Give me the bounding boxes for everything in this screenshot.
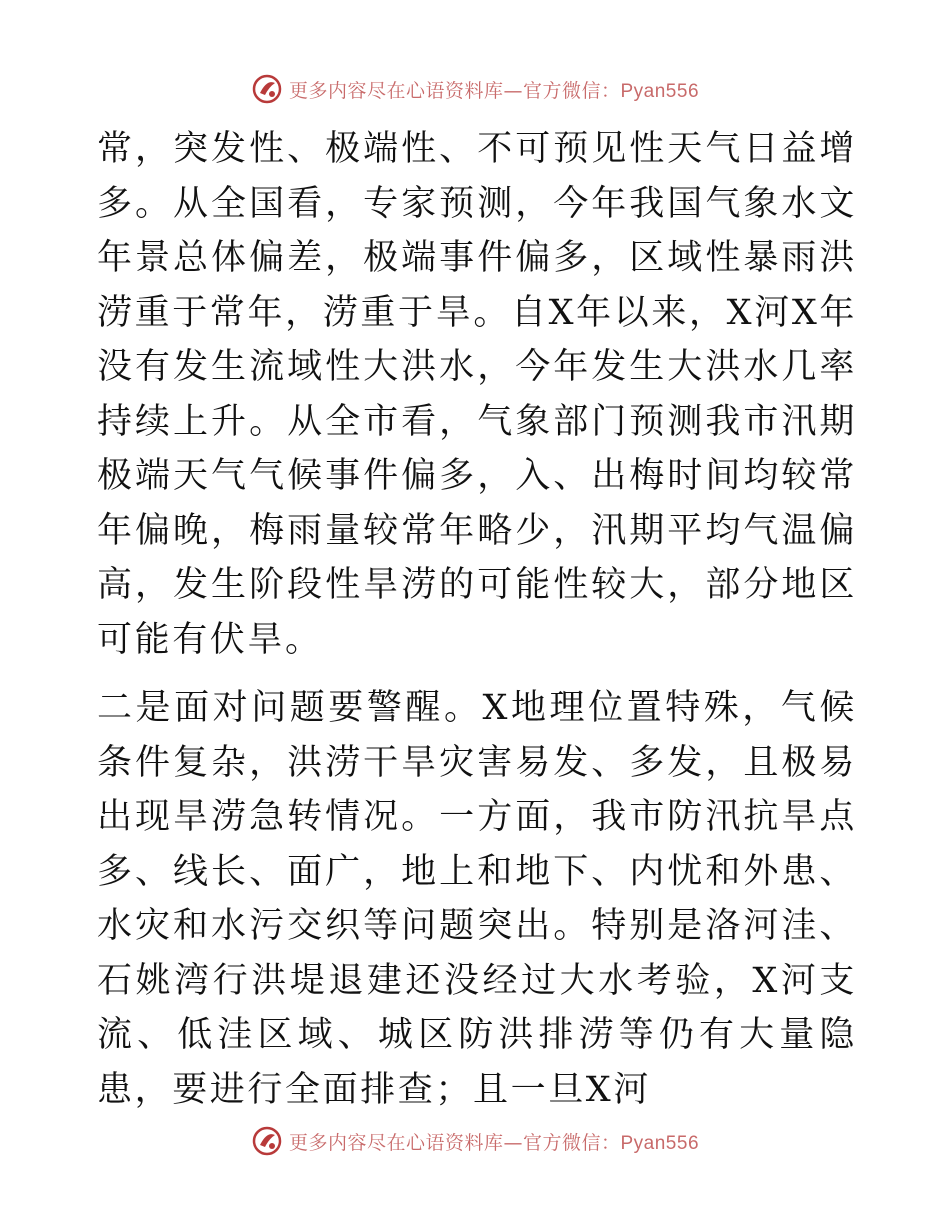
footer-watermark (0, 1124, 950, 1158)
paragraph-1: 常，突发性、极端性、不可预见性天气日益增多。从全国看，专家预测，今年我国气象水文年景总体偏差，极端事件偏多，区域性暴雨洪涝重于常年，涝重于旱。自X年以来，X河X年没有发生流域性大洪水，今年发生大洪水几率持续上升。从全市看，气象部门预测我市汛期极端天气气候事件偏多，入、出梅时间均较常年偏晚，梅雨量较常年略少，汛期平均气温偏高，发生阶段性旱涝的可能性较大，部分地区可能有伏旱。 (97, 129, 857, 660)
watermark-wechat-id: Pyan556 (620, 80, 700, 102)
watermark-text (289, 76, 699, 103)
watermark-text (289, 1128, 699, 1155)
watermark-wechat-id: Pyan556 (620, 1132, 700, 1154)
red-circular-logo-icon (251, 73, 283, 105)
watermark-site-name: 更多内容尽在心语资料库 (288, 1131, 504, 1154)
watermark-suffix: 官方微信： (522, 1131, 621, 1154)
header-watermark (0, 72, 950, 106)
watermark-dash: — (503, 1131, 523, 1154)
watermark-site-name: 更多内容尽在心语资料库 (288, 79, 504, 102)
watermark-suffix: 官方微信： (522, 79, 621, 102)
watermark-dash: — (503, 79, 523, 102)
paragraph-2: 二是面对问题要警醒。X地理位置特殊，气候条件复杂，洪涝干旱灾害易发、多发，且极易出现旱涝急转情况。一方面，我市防汛抗旱点多、线长、面广，地上和地下、内忧和外患、水灾和水污交织等问题突出。特别是洛河洼、石姚湾行洪堤退建还没经过大水考验，X河支流、低洼区域、城区防洪排涝等仍有大量隐患，要进行全面排查；且一旦X河 (97, 688, 857, 1110)
document-body (97, 122, 857, 1117)
red-circular-logo-icon (251, 1125, 283, 1157)
